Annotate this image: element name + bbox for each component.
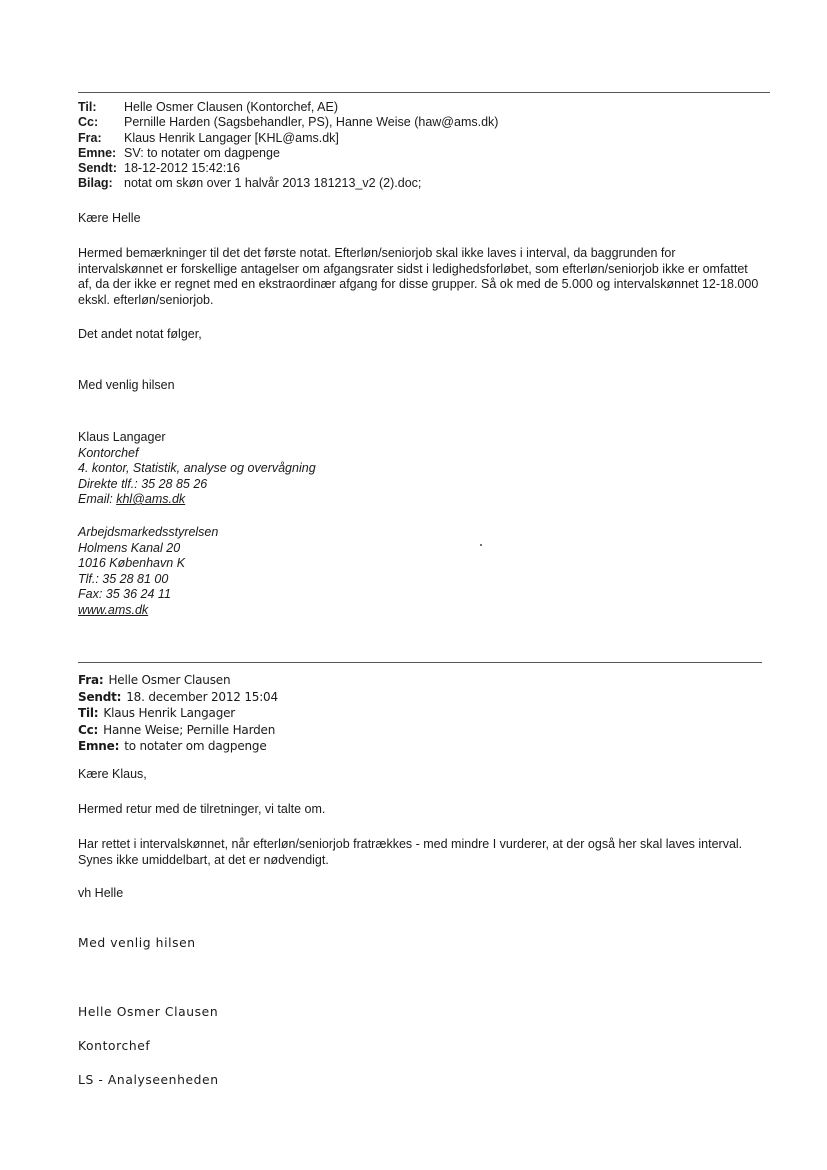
email2-greeting: Kære Klaus, [78,767,147,781]
signature-phone: Direkte tlf.: 35 28 85 26 [78,476,208,491]
header-label: Sendt: [78,161,117,176]
email2-body [78,837,742,868]
email2-signoff: vh Helle [78,886,124,900]
header-value: notat om skøn over 1 halvår 2013 181213_v2 (2).doc; [124,176,422,191]
signature-unit: 4. kontor, Statistik, analyse og overvågning [78,461,316,475]
email1-followup: Det andet notat følger, [78,327,202,341]
email1-signature [78,430,316,508]
body-line: Hermed bemærkninger til det det første notat. Efterløn/seniorjob skal ikke laves i interval, da baggrunden for [78,246,676,260]
body-line: intervalskønnet er forskellige antagelser om afgangsrater sidst i ledighedsforløbet, som efterløn/seniorjob ikke er omfattet [78,261,748,276]
header-value: Klaus Henrik Langager [103,706,236,720]
header-label: Fra: [78,673,104,687]
email2-sender-unit: LS - Analyseenheden [78,1073,219,1087]
header-label: Emne: [78,145,117,160]
header-row-sent [78,161,498,176]
signature-name: Klaus Langager [78,430,166,444]
separator-line-2 [78,662,762,663]
header-label: Bilag: [78,176,113,191]
email1-closing: Med venlig hilsen [78,378,175,392]
email1-address [78,525,218,618]
email2-closing: Med venlig hilsen [78,936,196,950]
address-fax: Fax: 35 36 24 11 [78,587,171,601]
signature-email-line [78,492,316,508]
address-street: Holmens Kanal 20 [78,540,181,555]
header-row-cc [78,722,278,739]
email2-header [78,672,278,755]
header-label: Cc: [78,722,99,737]
header-value: to notater om dagpenge [124,739,267,753]
header-row-from [78,672,278,689]
header-value: Helle Osmer Clausen (Kontorchef, AE) [124,100,338,114]
address-city: 1016 København K [78,556,186,570]
body-line: Har rettet i intervalskønnet, når efterløn/seniorjob fratrækkes - med mindre I vurderer, at der også her skal laves interval. [78,837,743,851]
email2-line1: Hermed retur med de tilretninger, vi talte om. [78,802,326,816]
header-row-from [78,131,498,146]
body-line: af, da der ikke er regnet med en ekstraordinær afgang for disse grupper. Så ok med de 5.000 og intervalskønnet 12-18.000 [78,277,759,291]
header-label: Til: [78,706,99,720]
signature-title: Kontorchef [78,445,139,460]
email1-greeting: Kære Helle [78,211,141,225]
email1-body [78,246,758,308]
header-value: Klaus Henrik Langager [KHL@ams.dk] [124,130,339,145]
website-link[interactable]: www.ams.dk [78,602,149,617]
speck [480,544,482,546]
address-tel: Tlf.: 35 28 81 00 [78,571,169,586]
header-row-subject [78,738,278,755]
header-value: 18. december 2012 15:04 [126,689,278,704]
header-value: SV: to notater om dagpenge [124,145,280,160]
header-row-cc [78,115,498,130]
header-value: 18-12-2012 15:42:16 [124,161,241,176]
email2-sender-name: Helle Osmer Clausen [78,1005,219,1019]
header-label: Emne: [78,739,120,753]
separator-line-1 [78,92,770,93]
header-row-subject [78,146,498,161]
header-row-to [78,100,498,115]
header-row-to [78,705,278,722]
email-link[interactable]: khl@ams.dk [116,492,186,506]
body-line: Synes ikke umiddelbart, at det er nødvendigt. [78,852,329,867]
email1-header [78,100,498,192]
body-line: ekskl. efterløn/seniorjob. [78,292,214,307]
header-value: Helle Osmer Clausen [108,673,231,687]
email2-sender-title: Kontorchef [78,1039,151,1053]
header-value: Hanne Weise; Pernille Harden [103,722,276,737]
address-org: Arbejdsmarkedsstyrelsen [78,525,219,539]
signature-email-label: Email: [78,492,117,506]
header-label: Til: [78,100,97,114]
header-label: Sendt: [78,689,122,704]
header-value: Pernille Harden (Sagsbehandler, PS), Hanne Weise (haw@ams.dk) [124,115,499,130]
header-label: Cc: [78,115,99,130]
header-row-sent [78,689,278,706]
header-row-attachment [78,176,498,191]
header-label: Fra: [78,130,102,145]
